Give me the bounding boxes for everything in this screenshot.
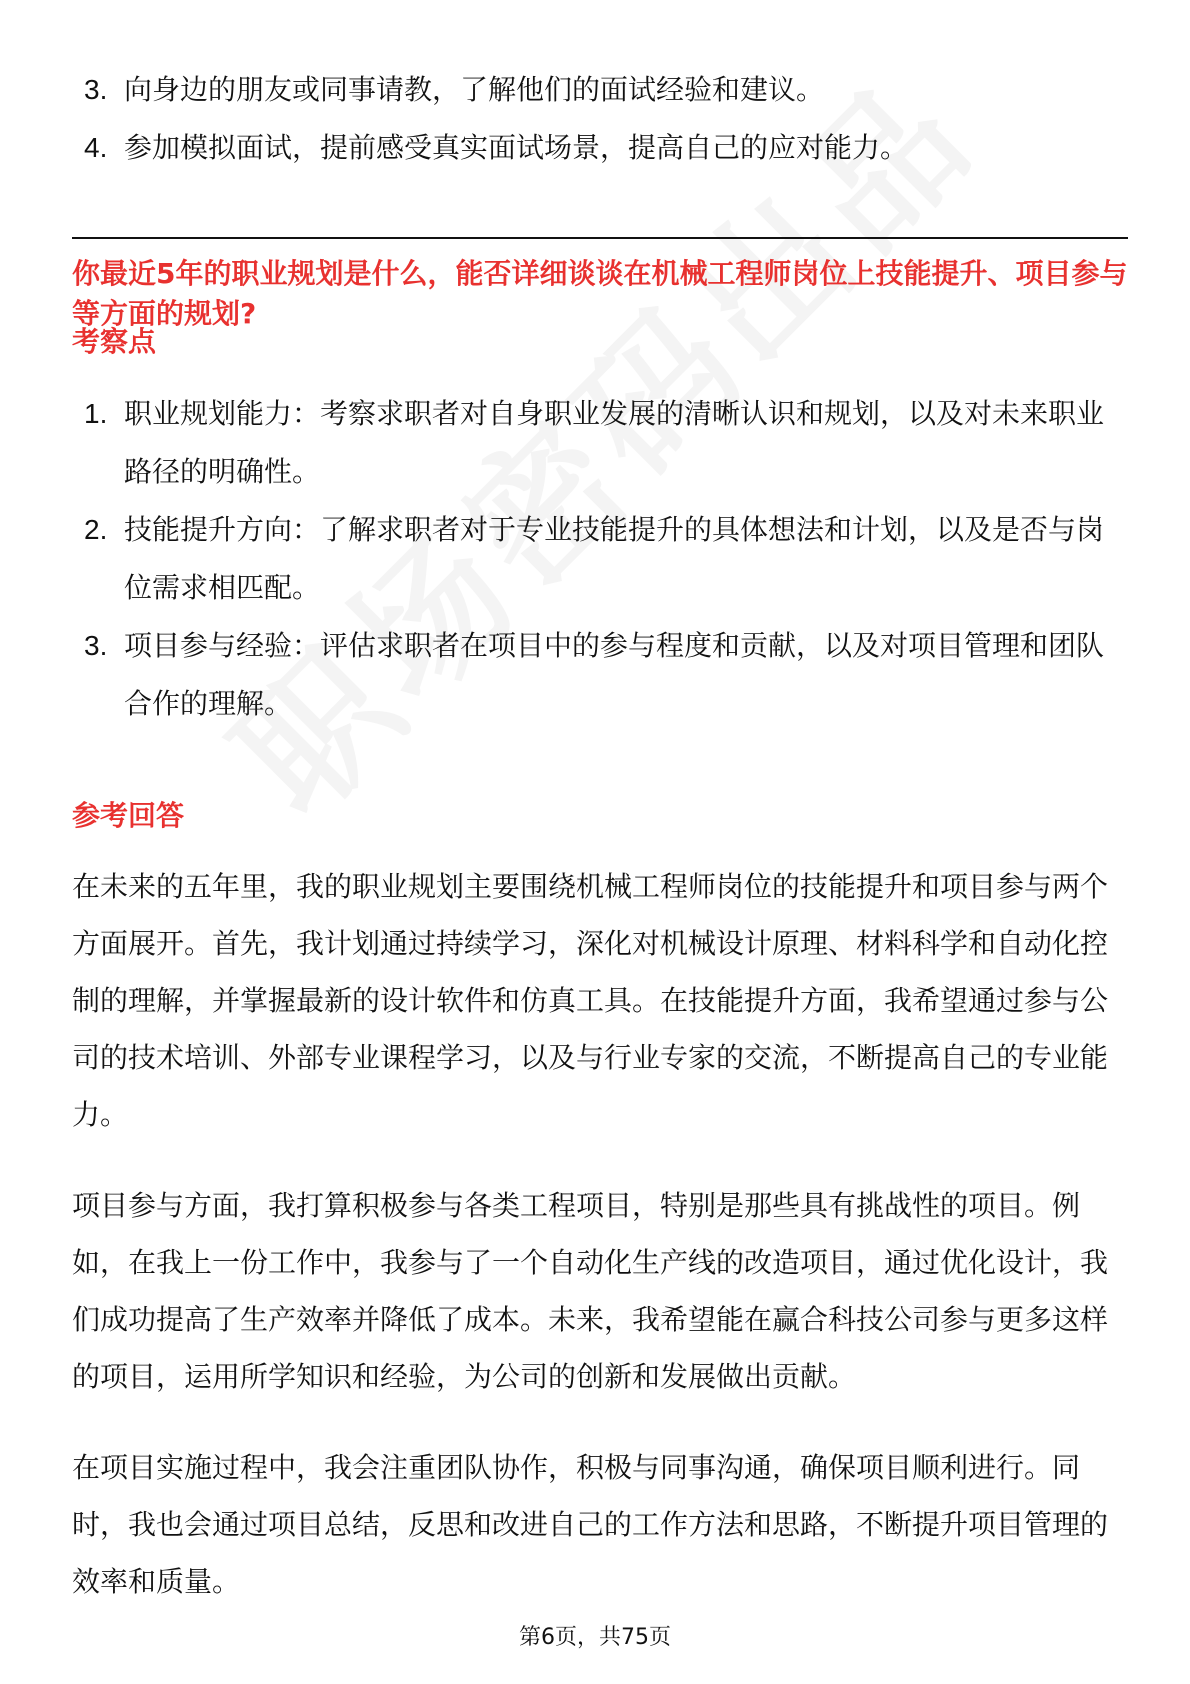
answer-heading: 参考回答 xyxy=(72,799,185,832)
list-item-text: 参加模拟面试，提前感受真实面试场景，提高自己的应对能力。 xyxy=(124,131,909,164)
list-item-text: 职业规划能力：考察求职者对自身职业发展的清晰认识和规划，以及对未来职业路径的明确性。 xyxy=(124,397,1105,488)
answer-paragraph: 在未来的五年里，我的职业规划主要围绕机械工程师岗位的技能提升和项目参与两个方面展开。首先，我计划通过持续学习，深化对机械设计原理、材料科学和自动化控制的理解，并掌握最新的设计软件和仿真工具。在技能提升方面，我希望通过参与公司的技术培训、外部专业课程学习，以及与行业专家的交流，不断提高自己的专业能力。 xyxy=(72,870,1109,1131)
answer-paragraph: 在项目实施过程中，我会注重团队协作，积极与同事沟通，确保项目顺利进行。同时，我也会通过项目总结，反思和改进自己的工作方法和思路，不断提升项目管理的效率和质量。 xyxy=(72,1451,1109,1598)
list-item-text: 项目参与经验：评估求职者在项目中的参与程度和贡献，以及对项目管理和团队合作的理解。 xyxy=(124,629,1105,720)
assessment-heading: 考察点 xyxy=(72,325,157,358)
assessment-list xyxy=(0,385,1104,733)
tips-list xyxy=(0,61,1104,177)
list-item-text: 技能提升方向：了解求职者对于专业技能提升的具体想法和计划，以及是否与岗位需求相匹配。 xyxy=(124,513,1105,604)
list-item xyxy=(0,501,1104,617)
list-item xyxy=(0,617,1104,733)
page-footer: 第6页，共75页 xyxy=(519,1625,671,1650)
list-item xyxy=(0,61,1104,119)
list-item-number: 2. xyxy=(84,514,108,545)
list-item-text: 向身边的朋友或同事请教，了解他们的面试经验和建议。 xyxy=(124,73,825,106)
section-divider xyxy=(72,237,1128,239)
interview-question: 你最近5年的职业规划是什么，能否详细谈谈在机械工程师岗位上技能提升、项目参与等方面的规划? xyxy=(72,257,1128,330)
list-item-number: 1. xyxy=(84,398,108,429)
list-item-number: 3. xyxy=(84,630,108,661)
list-item xyxy=(0,385,1104,501)
answer-paragraph: 项目参与方面，我打算积极参与各类工程项目，特别是那些具有挑战性的项目。例如，在我上一份工作中，我参与了一个自动化生产线的改造项目，通过优化设计，我们成功提高了生产效率并降低了成本。未来，我希望能在赢合科技公司参与更多这样的项目，运用所学知识和经验，为公司的创新和发展做出贡献。 xyxy=(72,1189,1109,1393)
list-item xyxy=(0,119,1104,177)
list-item-number: 3. xyxy=(84,74,108,105)
list-item-number: 4. xyxy=(84,132,108,163)
